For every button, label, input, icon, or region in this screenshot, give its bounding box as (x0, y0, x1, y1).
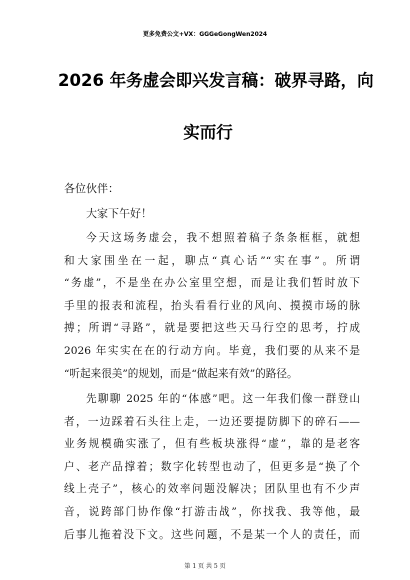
paragraph-line: 音，说跨部门协作像“打游击战”，你找我、我等他，最 (64, 505, 360, 518)
paragraph-2 (64, 388, 360, 546)
paragraph-line: 业务规模确实涨了，但有些板块涨得“虚”，靠的是老客 (64, 438, 360, 451)
paragraph-line: 线上壳子”，核心的效率问题没解决；团队里也有不少声 (64, 483, 360, 496)
paragraph-line: 手里的报表和流程，抬头看看行业的风向、摸摸市场的脉 (64, 299, 360, 312)
paragraph-1 (64, 227, 360, 385)
paragraph-line: 2026 年实实在在的行动方向。毕竟，我们要的从来不是 (64, 344, 360, 357)
page-footer: 第 1 页 共 5 页 (184, 563, 226, 570)
greeting: 大家下午好！ (86, 207, 152, 220)
paragraph-line: 后事儿拖着没下文。这些问题，不是某一个人的责任，而 (64, 528, 360, 541)
paragraph-line: 和大家围坐在一起，聊点“真心话”“实在事”。所谓 (64, 254, 360, 267)
paragraph-line: “务虚”，不是坐在办公室里空想，而是让我们暂时放下 (64, 277, 360, 290)
salutation: 各位伙伴： (64, 182, 119, 195)
document-title-line-1: 2026 年务虚会即兴发言稿：破界寻路，向 (58, 71, 374, 90)
paragraph-line: “听起来很美”的规划，而是“做起来有效”的路径。 (64, 367, 298, 380)
paragraph-line: 今天这场务虚会，我不想照着稿子条条框框，就想 (86, 232, 360, 244)
paragraph-line: 户、老产品撑着；数字化转型也动了，但更多是“换了个 (64, 460, 360, 473)
document-title-line-2: 实而行 (183, 123, 233, 142)
page-header: 更多免费公文+VX：GGGeGongWen2024 (142, 31, 268, 38)
paragraph-line: 者，一边踩着石头往上走，一边还要提防脚下的碎石—— (64, 415, 360, 428)
paragraph-line: 先聊聊 2025 年的“体感”吧。这一年我们像一群登山 (86, 393, 360, 405)
paragraph-line: 搏；所谓“寻路”，就是要把这些天马行空的思考，拧成 (64, 322, 360, 335)
